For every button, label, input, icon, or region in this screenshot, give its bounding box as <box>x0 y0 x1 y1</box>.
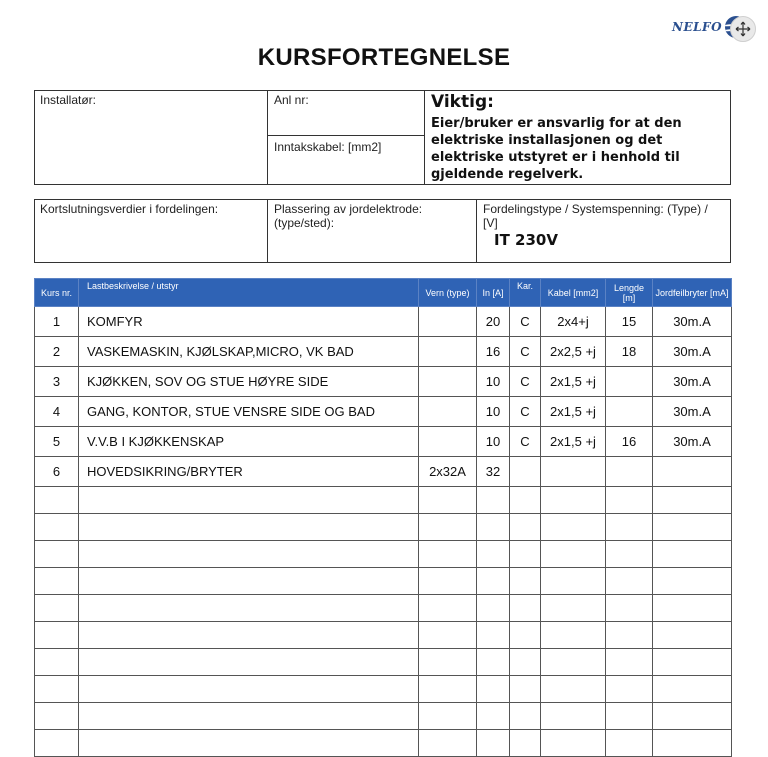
cell-kar <box>510 457 541 487</box>
empty-cell <box>606 541 653 568</box>
empty-cell <box>35 622 79 649</box>
cell-kabel <box>541 457 606 487</box>
fordeling-label: Fordelingstype / Systemspenning: (Type) / [V] <box>483 202 708 230</box>
cell-vern <box>419 307 477 337</box>
empty-table-row <box>35 622 732 649</box>
table-row <box>35 307 732 337</box>
table-row <box>35 427 732 457</box>
empty-cell <box>606 649 653 676</box>
empty-cell <box>541 649 606 676</box>
empty-cell <box>35 649 79 676</box>
empty-cell <box>653 487 732 514</box>
empty-cell <box>477 595 510 622</box>
cell-vern <box>419 427 477 457</box>
cell-kurs: 2 <box>35 337 79 367</box>
empty-cell <box>477 568 510 595</box>
empty-cell <box>419 703 477 730</box>
empty-cell <box>653 622 732 649</box>
anl-nr-label: Anl nr: <box>274 93 309 107</box>
table-row <box>35 337 732 367</box>
cell-kurs: 4 <box>35 397 79 427</box>
header-vern: Vern (type) <box>419 279 477 307</box>
cell-kurs: 5 <box>35 427 79 457</box>
empty-cell <box>653 568 732 595</box>
empty-cell <box>79 676 419 703</box>
cell-lengde <box>606 397 653 427</box>
cell-jord: 30m.A <box>653 367 732 397</box>
empty-table-row <box>35 487 732 514</box>
empty-cell <box>477 703 510 730</box>
empty-cell <box>510 595 541 622</box>
cell-kurs: 3 <box>35 367 79 397</box>
cell-last: KJØKKEN, SOV OG STUE HØYRE SIDE <box>79 367 419 397</box>
empty-cell <box>419 541 477 568</box>
empty-cell <box>510 514 541 541</box>
empty-cell <box>541 730 606 757</box>
header-kabel: Kabel [mm2] <box>541 279 606 307</box>
empty-cell <box>35 514 79 541</box>
empty-cell <box>653 730 732 757</box>
kurs-table <box>34 278 732 757</box>
empty-table-row <box>35 541 732 568</box>
empty-cell <box>653 595 732 622</box>
empty-cell <box>606 595 653 622</box>
cell-vern <box>419 397 477 427</box>
empty-cell <box>510 568 541 595</box>
header-jord: Jordfeilbryter [mA] <box>653 279 732 307</box>
table-row <box>35 397 732 427</box>
empty-cell <box>35 541 79 568</box>
empty-cell <box>35 595 79 622</box>
empty-cell <box>79 703 419 730</box>
cell-jord: 30m.A <box>653 337 732 367</box>
empty-table-row <box>35 568 732 595</box>
cell-jord: 30m.A <box>653 307 732 337</box>
empty-cell <box>477 649 510 676</box>
empty-cell <box>653 541 732 568</box>
header-last: Lastbeskrivelse / utstyr <box>79 279 419 307</box>
cell-kabel: 2x4+j <box>541 307 606 337</box>
cell-in: 32 <box>477 457 510 487</box>
empty-cell <box>419 487 477 514</box>
empty-cell <box>477 676 510 703</box>
cell-kabel: 2x1,5 +j <box>541 367 606 397</box>
empty-cell <box>510 703 541 730</box>
cell-lengde: 18 <box>606 337 653 367</box>
empty-cell <box>419 514 477 541</box>
cell-in: 16 <box>477 337 510 367</box>
cell-kar: C <box>510 367 541 397</box>
cell-kabel: 2x1,5 +j <box>541 427 606 457</box>
empty-cell <box>35 703 79 730</box>
cell-last: HOVEDSIKRING/BRYTER <box>79 457 419 487</box>
divider <box>476 199 477 263</box>
empty-cell <box>541 703 606 730</box>
header-lengde: Lengde [m] <box>606 279 653 307</box>
empty-cell <box>510 730 541 757</box>
empty-cell <box>541 487 606 514</box>
empty-cell <box>606 568 653 595</box>
cell-lengde: 15 <box>606 307 653 337</box>
cell-kurs: 1 <box>35 307 79 337</box>
empty-table-row <box>35 514 732 541</box>
cell-in: 10 <box>477 367 510 397</box>
viktig-heading: Viktig: <box>431 92 494 112</box>
divider <box>267 199 268 263</box>
cell-lengde: 16 <box>606 427 653 457</box>
empty-cell <box>35 568 79 595</box>
divider <box>424 90 425 185</box>
cell-kabel: 2x1,5 +j <box>541 397 606 427</box>
empty-cell <box>79 622 419 649</box>
empty-cell <box>606 676 653 703</box>
header-kar: Kar. <box>510 279 541 307</box>
empty-cell <box>653 514 732 541</box>
empty-cell <box>477 541 510 568</box>
empty-cell <box>653 703 732 730</box>
empty-cell <box>510 676 541 703</box>
cell-vern <box>419 337 477 367</box>
empty-cell <box>606 487 653 514</box>
empty-cell <box>79 487 419 514</box>
empty-cell <box>35 676 79 703</box>
empty-cell <box>606 730 653 757</box>
empty-cell <box>419 676 477 703</box>
cell-kabel: 2x2,5 +j <box>541 337 606 367</box>
viktig-text: Eier/bruker er ansvarlig for at den elektriske installasjonen og det elektriske utstyret er i henhold til gjeldende regelverk. <box>431 116 682 182</box>
logo-text: NELFO <box>672 20 723 34</box>
empty-cell <box>419 649 477 676</box>
empty-cell <box>510 622 541 649</box>
divider <box>267 90 268 185</box>
cell-last: V.V.B I KJØKKENSKAP <box>79 427 419 457</box>
empty-cell <box>79 595 419 622</box>
empty-cell <box>510 541 541 568</box>
table-row <box>35 457 732 487</box>
empty-cell <box>606 514 653 541</box>
empty-cell <box>477 514 510 541</box>
empty-cell <box>606 703 653 730</box>
cell-vern <box>419 367 477 397</box>
divider <box>267 135 424 136</box>
empty-cell <box>79 568 419 595</box>
empty-cell <box>419 568 477 595</box>
empty-cell <box>79 649 419 676</box>
cell-kar: C <box>510 427 541 457</box>
empty-cell <box>419 730 477 757</box>
cell-kar: C <box>510 307 541 337</box>
empty-table-row <box>35 730 732 757</box>
installator-label: Installatør: <box>40 93 97 107</box>
cell-jord: 30m.A <box>653 427 732 457</box>
empty-cell <box>606 622 653 649</box>
cell-jord: 30m.A <box>653 397 732 427</box>
empty-cell <box>79 541 419 568</box>
cell-vern: 2x32A <box>419 457 477 487</box>
cell-last: VASKEMASKIN, KJØLSKAP,MICRO, VK BAD <box>79 337 419 367</box>
cell-in: 20 <box>477 307 510 337</box>
empty-table-row <box>35 595 732 622</box>
empty-cell <box>477 730 510 757</box>
empty-cell <box>541 676 606 703</box>
empty-cell <box>419 595 477 622</box>
cell-kar: C <box>510 337 541 367</box>
empty-cell <box>477 622 510 649</box>
empty-cell <box>79 514 419 541</box>
empty-table-row <box>35 703 732 730</box>
cell-in: 10 <box>477 427 510 457</box>
table-row <box>35 367 732 397</box>
empty-cell <box>35 730 79 757</box>
fordeling-value: IT 230V <box>494 231 558 249</box>
empty-cell <box>541 541 606 568</box>
plassering-label: Plassering av jordelektrode: (type/sted): <box>274 202 423 230</box>
empty-cell <box>541 514 606 541</box>
cell-kurs: 6 <box>35 457 79 487</box>
empty-cell <box>510 649 541 676</box>
cell-lengde <box>606 457 653 487</box>
empty-cell <box>35 487 79 514</box>
table-header-row <box>35 279 732 307</box>
empty-cell <box>477 487 510 514</box>
kortslutning-label: Kortslutningsverdier i fordelingen: <box>40 202 219 216</box>
empty-cell <box>541 595 606 622</box>
expand-arrows-icon[interactable] <box>730 16 756 42</box>
empty-cell <box>541 568 606 595</box>
inntakskabel-label: Inntakskabel: [mm2] <box>274 140 382 154</box>
empty-cell <box>419 622 477 649</box>
empty-cell <box>510 487 541 514</box>
header-in: In [A] <box>477 279 510 307</box>
empty-cell <box>653 649 732 676</box>
header-kurs: Kurs nr. <box>35 279 79 307</box>
cell-kar: C <box>510 397 541 427</box>
empty-table-row <box>35 676 732 703</box>
empty-table-row <box>35 649 732 676</box>
cell-in: 10 <box>477 397 510 427</box>
empty-cell <box>79 730 419 757</box>
cell-lengde <box>606 367 653 397</box>
cell-last: KOMFYR <box>79 307 419 337</box>
empty-cell <box>653 676 732 703</box>
empty-cell <box>541 622 606 649</box>
cell-jord <box>653 457 732 487</box>
page-title: KURSFORTEGNELSE <box>257 44 511 71</box>
cell-last: GANG, KONTOR, STUE VENSRE SIDE OG BAD <box>79 397 419 427</box>
